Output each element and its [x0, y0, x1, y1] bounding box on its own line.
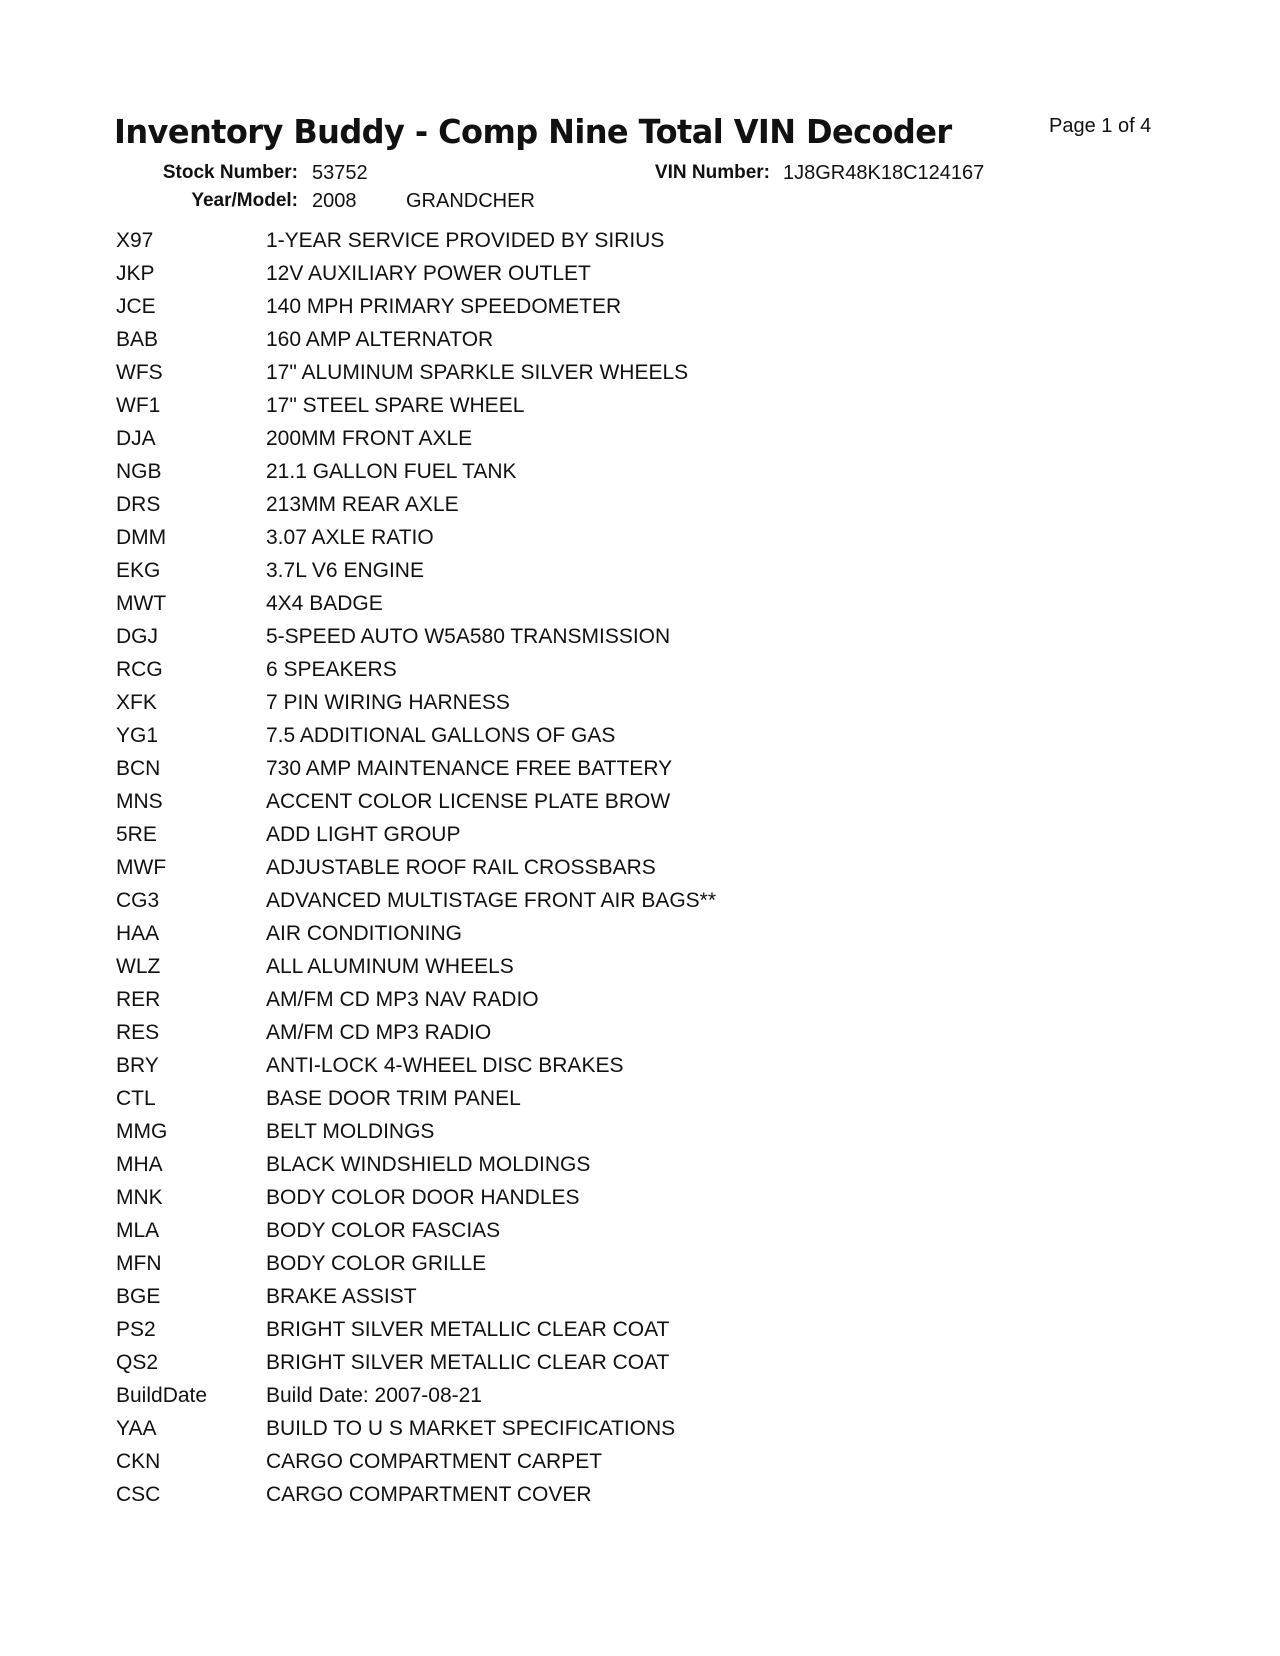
option-description: AM/FM CD MP3 RADIO	[266, 1021, 492, 1044]
option-row	[116, 558, 1116, 591]
option-code: YAA	[116, 1417, 157, 1440]
option-row	[116, 294, 1116, 327]
option-code: XFK	[116, 691, 157, 714]
option-description: 7 PIN WIRING HARNESS	[266, 691, 510, 714]
option-description: 140 MPH PRIMARY SPEEDOMETER	[266, 295, 622, 318]
option-row	[116, 1086, 1116, 1119]
option-row	[116, 690, 1116, 723]
option-row	[116, 723, 1116, 756]
option-description: BUILD TO U S MARKET SPECIFICATIONS	[266, 1417, 676, 1440]
option-row	[116, 1449, 1116, 1482]
option-code: 5RE	[116, 823, 157, 846]
year-model-label: Year/Model:	[191, 190, 298, 211]
option-description: 1-YEAR SERVICE PROVIDED BY SIRIUS	[266, 229, 665, 252]
option-row	[116, 360, 1116, 393]
option-description: 17" STEEL SPARE WHEEL	[266, 394, 525, 417]
option-description: 200MM FRONT AXLE	[266, 427, 473, 450]
option-description: BLACK WINDSHIELD MOLDINGS	[266, 1153, 591, 1176]
option-code: EKG	[116, 559, 161, 582]
option-row	[116, 987, 1116, 1020]
option-code: MHA	[116, 1153, 163, 1176]
option-row	[116, 1416, 1116, 1449]
model-value: GRANDCHER	[406, 190, 535, 212]
option-row	[116, 954, 1116, 987]
option-row	[116, 888, 1116, 921]
option-description: 6 SPEAKERS	[266, 658, 397, 681]
option-code: PS2	[116, 1318, 156, 1341]
option-code: JCE	[116, 295, 156, 318]
option-description: 213MM REAR AXLE	[266, 493, 459, 516]
option-description: BELT MOLDINGS	[266, 1120, 435, 1143]
option-description: 21.1 GALLON FUEL TANK	[266, 460, 517, 483]
option-row	[116, 228, 1116, 261]
option-row	[116, 1251, 1116, 1284]
option-description: AIR CONDITIONING	[266, 922, 463, 945]
option-row	[116, 657, 1116, 690]
option-row	[116, 1152, 1116, 1185]
option-row	[116, 1383, 1116, 1416]
option-description: ANTI-LOCK 4-WHEEL DISC BRAKES	[266, 1054, 624, 1077]
option-code: MMG	[116, 1120, 168, 1143]
option-code: JKP	[116, 262, 155, 285]
option-row	[116, 1020, 1116, 1053]
option-row	[116, 492, 1116, 525]
option-row	[116, 1053, 1116, 1086]
option-row	[116, 1218, 1116, 1251]
year-value: 2008	[312, 190, 357, 212]
option-code: WFS	[116, 361, 163, 384]
option-description: BASE DOOR TRIM PANEL	[266, 1087, 521, 1110]
option-description: 7.5 ADDITIONAL GALLONS OF GAS	[266, 724, 616, 747]
option-code: HAA	[116, 922, 160, 945]
option-code: CSC	[116, 1483, 161, 1506]
option-code: NGB	[116, 460, 162, 483]
option-code: DJA	[116, 427, 156, 450]
option-code: MNS	[116, 790, 163, 813]
option-description: 3.7L V6 ENGINE	[266, 559, 424, 582]
page-indicator: Page 1 of 4	[1049, 115, 1152, 137]
option-code: RES	[116, 1021, 160, 1044]
option-description: BRIGHT SILVER METALLIC CLEAR COAT	[266, 1318, 670, 1341]
option-row	[116, 789, 1116, 822]
stock-number-value: 53752	[312, 162, 368, 184]
option-description: BRIGHT SILVER METALLIC CLEAR COAT	[266, 1351, 670, 1374]
option-description: BODY COLOR FASCIAS	[266, 1219, 501, 1242]
option-description: ADD LIGHT GROUP	[266, 823, 461, 846]
stock-number-label: Stock Number:	[162, 162, 298, 183]
option-description: 3.07 AXLE RATIO	[266, 526, 434, 549]
option-row	[116, 261, 1116, 294]
option-row	[116, 591, 1116, 624]
option-code: CTL	[116, 1087, 156, 1110]
option-row	[116, 822, 1116, 855]
option-code: CKN	[116, 1450, 161, 1473]
option-code: WF1	[116, 394, 161, 417]
option-description: ACCENT COLOR LICENSE PLATE BROW	[266, 790, 671, 813]
option-description: 5-SPEED AUTO W5A580 TRANSMISSION	[266, 625, 671, 648]
option-description: CARGO COMPARTMENT COVER	[266, 1483, 592, 1506]
option-code: BGE	[116, 1285, 161, 1308]
option-row	[116, 525, 1116, 558]
option-description: 17" ALUMINUM SPARKLE SILVER WHEELS	[266, 361, 689, 384]
option-description: 160 AMP ALTERNATOR	[266, 328, 494, 351]
option-row	[116, 1119, 1116, 1152]
option-code: YG1	[116, 724, 159, 747]
option-code: DMM	[116, 526, 167, 549]
vin-number-label: VIN Number:	[654, 162, 770, 183]
options-list	[116, 228, 1116, 1515]
page-title: Inventory Buddy - Comp Nine Total VIN Decoder	[114, 112, 952, 151]
option-code: BuildDate	[116, 1384, 208, 1407]
option-code: MLA	[116, 1219, 160, 1242]
option-row	[116, 393, 1116, 426]
option-description: 4X4 BADGE	[266, 592, 383, 615]
option-row	[116, 1284, 1116, 1317]
option-code: DRS	[116, 493, 161, 516]
option-row	[116, 1185, 1116, 1218]
option-row	[116, 1482, 1116, 1515]
option-row	[116, 327, 1116, 360]
option-code: RCG	[116, 658, 163, 681]
option-row	[116, 1350, 1116, 1383]
option-description: BODY COLOR GRILLE	[266, 1252, 487, 1275]
option-row	[116, 921, 1116, 954]
option-code: RER	[116, 988, 161, 1011]
option-code: WLZ	[116, 955, 161, 978]
option-row	[116, 756, 1116, 789]
option-code: BCN	[116, 757, 161, 780]
option-code: BRY	[116, 1054, 159, 1077]
option-row	[116, 855, 1116, 888]
option-row	[116, 624, 1116, 657]
option-code: DGJ	[116, 625, 158, 648]
option-description: BODY COLOR DOOR HANDLES	[266, 1186, 580, 1209]
option-code: X97	[116, 229, 154, 252]
option-description: 730 AMP MAINTENANCE FREE BATTERY	[266, 757, 673, 780]
option-code: MNK	[116, 1186, 163, 1209]
option-code: CG3	[116, 889, 160, 912]
option-row	[116, 426, 1116, 459]
vin-number-value: 1J8GR48K18C124167	[783, 162, 985, 184]
option-description: ADVANCED MULTISTAGE FRONT AIR BAGS**	[266, 889, 717, 912]
option-description: AM/FM CD MP3 NAV RADIO	[266, 988, 539, 1011]
option-description: Build Date: 2007-08-21	[266, 1384, 482, 1407]
option-description: ADJUSTABLE ROOF RAIL CROSSBARS	[266, 856, 656, 879]
option-row	[116, 459, 1116, 492]
option-code: BAB	[116, 328, 159, 351]
option-code: MWT	[116, 592, 167, 615]
option-description: 12V AUXILIARY POWER OUTLET	[266, 262, 591, 285]
option-description: CARGO COMPARTMENT CARPET	[266, 1450, 603, 1473]
option-row	[116, 1317, 1116, 1350]
option-code: MFN	[116, 1252, 162, 1275]
option-code: QS2	[116, 1351, 159, 1374]
option-description: ALL ALUMINUM WHEELS	[266, 955, 514, 978]
option-description: BRAKE ASSIST	[266, 1285, 417, 1308]
option-code: MWF	[116, 856, 167, 879]
